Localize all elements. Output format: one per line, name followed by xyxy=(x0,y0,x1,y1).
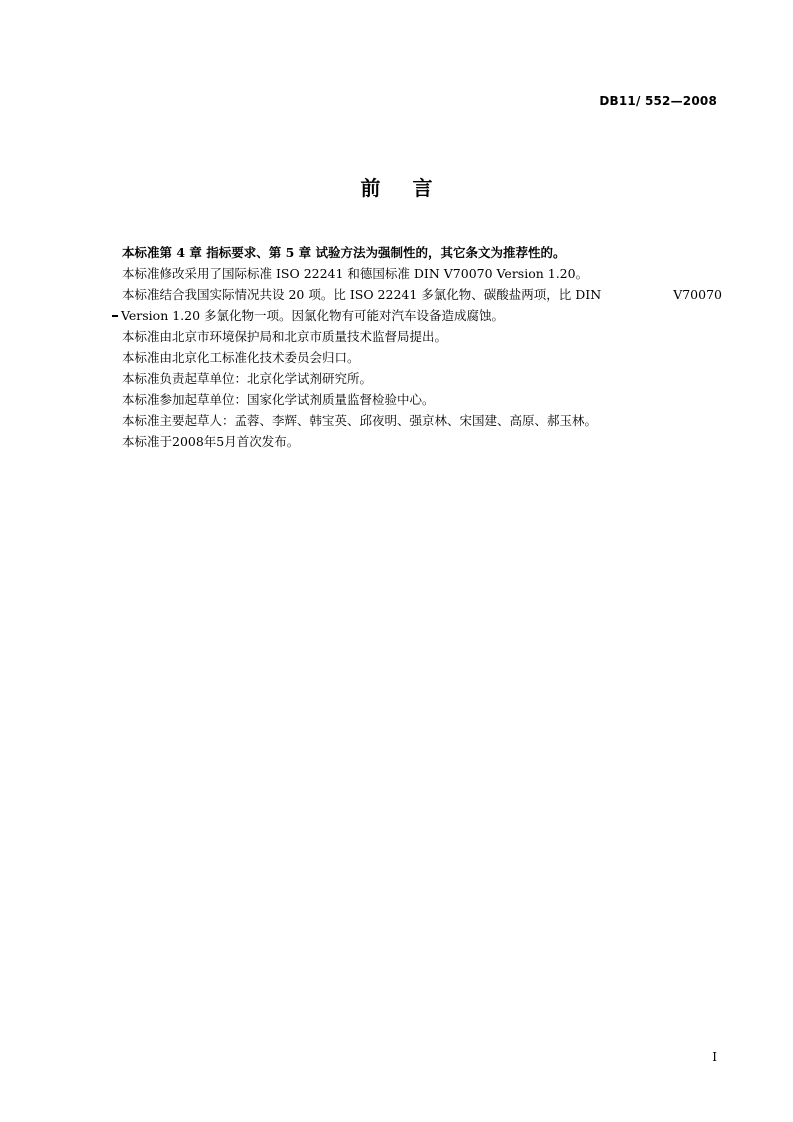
paragraph-drafting-unit: 本标准负责起草单位：北京化学试剂研究所。 xyxy=(122,371,373,386)
paragraph-items-text: 本标准结合我国实际情况共设 20 项。比 ISO 22241 多氯化物、碳酸盐两项，比 DIN xyxy=(122,287,602,302)
page-number: I xyxy=(712,1050,717,1064)
paragraph-proposed-by: 本标准由北京市环境保护局和北京市质量技术监督局提出。 xyxy=(122,329,448,344)
paragraph-adopted-standards: 本标准修改采用了国际标准 ISO 22241 和德国标准 DIN V70070 Version 1.20。 xyxy=(122,266,589,281)
paragraph-main-drafters: 本标准主要起草人：孟蓉、李辉、韩宝英、邱夜明、强京林、宋国建、高原、郝玉林。 xyxy=(122,413,598,428)
paragraph-items-continuation: Version 1.20 多氯化物一项。因氯化物有可能对汽车设备造成腐蚀。 xyxy=(121,308,505,323)
paragraph-participating-unit: 本标准参加起草单位：国家化学试剂质量监督检验中心。 xyxy=(122,392,435,407)
paragraph-items-line-1 xyxy=(122,284,722,305)
paragraph-mandatory-clauses: 本标准第 4 章 指标要求、第 5 章 试验方法为强制性的，其它条文为推荐性的。 xyxy=(122,245,566,260)
document-number: DB11/ 552—2008 xyxy=(599,94,717,108)
foreword-body xyxy=(122,242,722,452)
paragraph-items-line-2 xyxy=(121,305,722,326)
paragraph-items-text-end: V70070 xyxy=(673,287,722,302)
page-title: 前言 xyxy=(360,176,465,200)
paragraph-first-published: 本标准于2008年5月首次发布。 xyxy=(122,434,300,449)
paragraph-centralized-by: 本标准由北京化工标准化技术委员会归口。 xyxy=(122,350,360,365)
change-bar-mark xyxy=(112,315,118,317)
